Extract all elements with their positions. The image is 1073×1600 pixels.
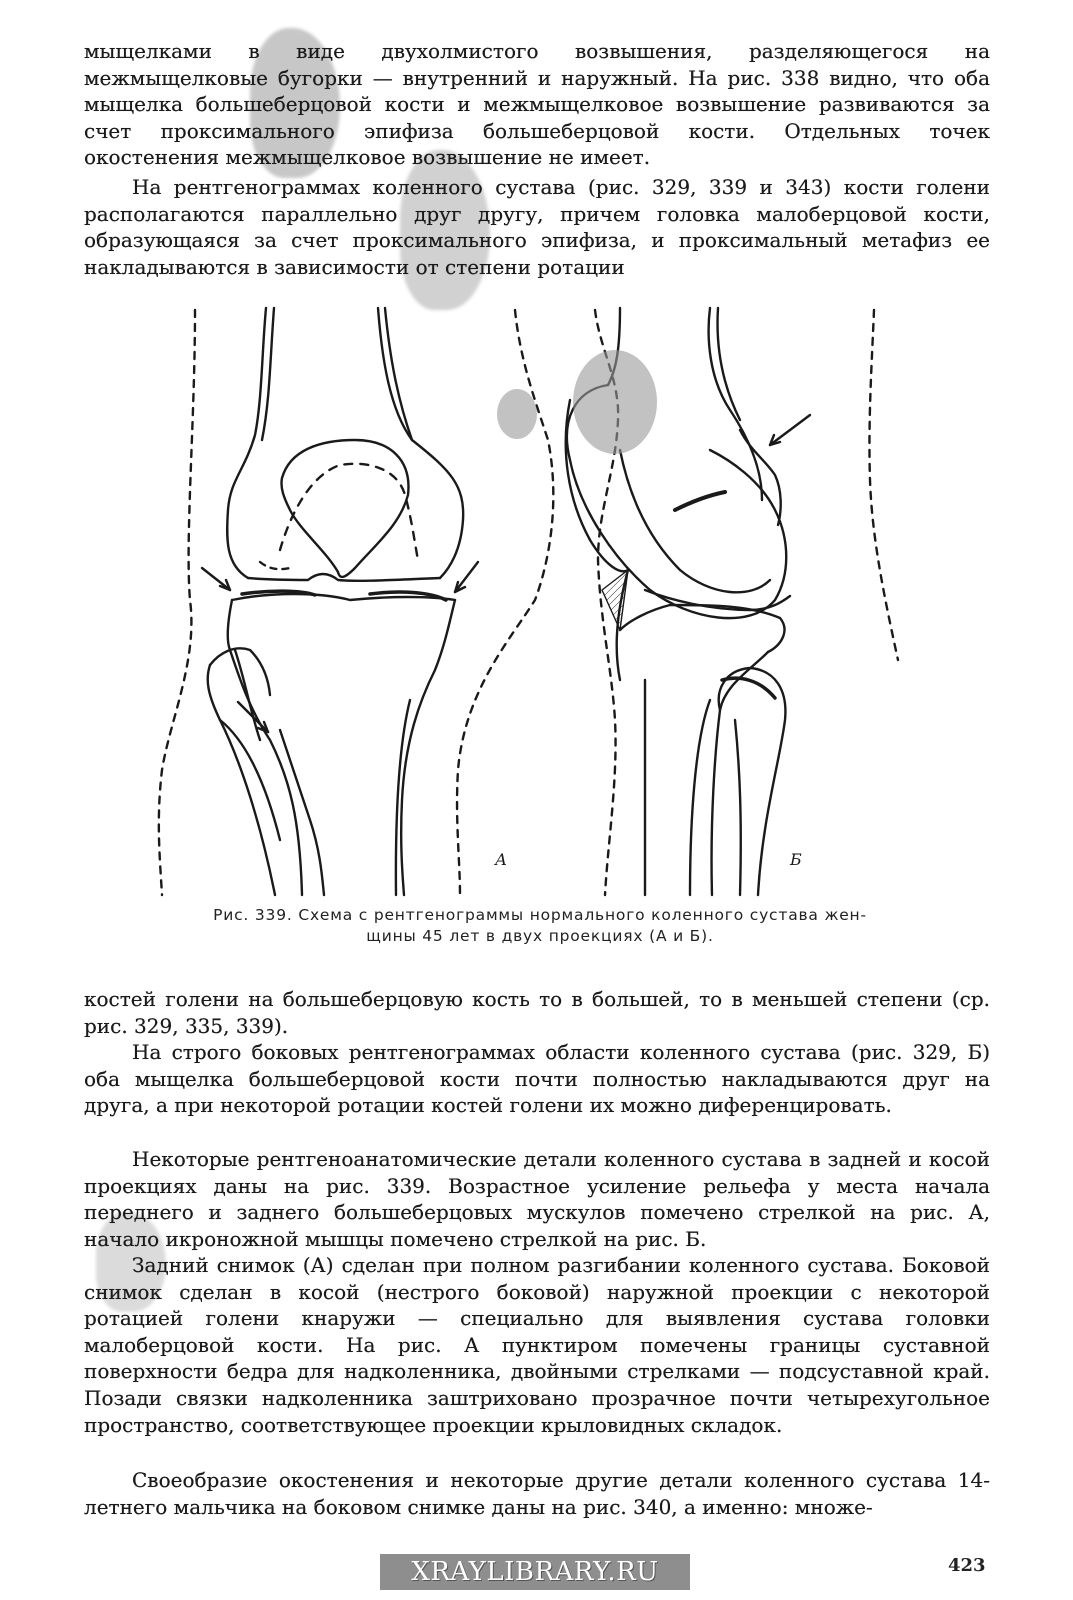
paragraph-6: Задний снимок (А) сделан при полном разгибании коленного сустава. Боковой снимок сделан в косой (нестрого боковой) наружной проекции с некоторой ротацией голени кнаружи — специально для выявления сустава головки малоберцовой кости. На рис. А пунктиром помечены границы суставной поверхности бедра для надколенника, двойными стрелками — подсуставной край. Позади связки надколенника заштриховано прозрачное почти четырехугольное пространство, соответствующее проекции крыловидных складок.: [84, 1253, 990, 1437]
paragraph-7: Своеобразие окостенения и некоторые другие детали коленного сустава 14-летнего мальчика на боковом снимке даны на рис. 340, а именно: множе-: [84, 1468, 990, 1519]
paragraph-4: На строго боковых рентгенограммах области коленного сустава (рис. 329, Б) оба мыщелка большеберцовой кости почти полностью накладываются друг на друга, а при некоторой ротации костей голени их можно диференцировать.: [84, 1040, 990, 1118]
paragraph-1: мыщелками в виде двухолмистого возвышения, разделяющегося на межмыщелковые бугорки — внутренний и наружный. На рис. 338 видно, что оба мыщелка большеберцовой кости и межмыщелковое возвышение развиваются за счет проксимального эпифиза большеберцовой кости. Отдельных точек окостенения межмыщелковое возвышение не имеет.: [84, 39, 990, 170]
figure-label-b: Б: [790, 850, 802, 869]
paragraph-5: Некоторые рентгеноанатомические детали коленного сустава в задней и косой проекциях даны на рис. 339. Возрастное усиление рельефа у места начала переднего и заднего большеберцовых мускулов помечено стрелкой на рис. А, начало икроножной мышцы помечено стрелкой на рис. Б.: [84, 1147, 990, 1251]
caption-line-1: Рис. 339. Схема с рентгенограммы нормального коленного сустава жен-: [213, 906, 867, 924]
projection-a-drawing: [159, 308, 553, 895]
paragraph-3: костей голени на большеберцовую кость то в большей, то в меньшей степени (ср. рис. 329, 335, 339).: [84, 987, 990, 1038]
watermark: XRAYLIBRARY.RU: [380, 1554, 690, 1590]
paragraph-2: На рентгенограммах коленного сустава (рис. 329, 339 и 343) кости голени располагаются параллельно друг другу, причем головка малоберцовой кости, образующаяся за счет проксимального эпифиза, и проксимальный метафиз ее накладываются в зависимости от степени ротации: [84, 175, 990, 279]
knee-joint-figure: [150, 300, 930, 900]
figure-label-a: А: [495, 850, 508, 869]
stain-figure-left: [497, 389, 537, 439]
page-number: 423: [948, 1555, 986, 1576]
figure-caption: [130, 905, 950, 947]
caption-line-2: щины 45 лет в двух проекциях (А и Б).: [366, 927, 714, 945]
stain-figure-right: [573, 350, 657, 454]
